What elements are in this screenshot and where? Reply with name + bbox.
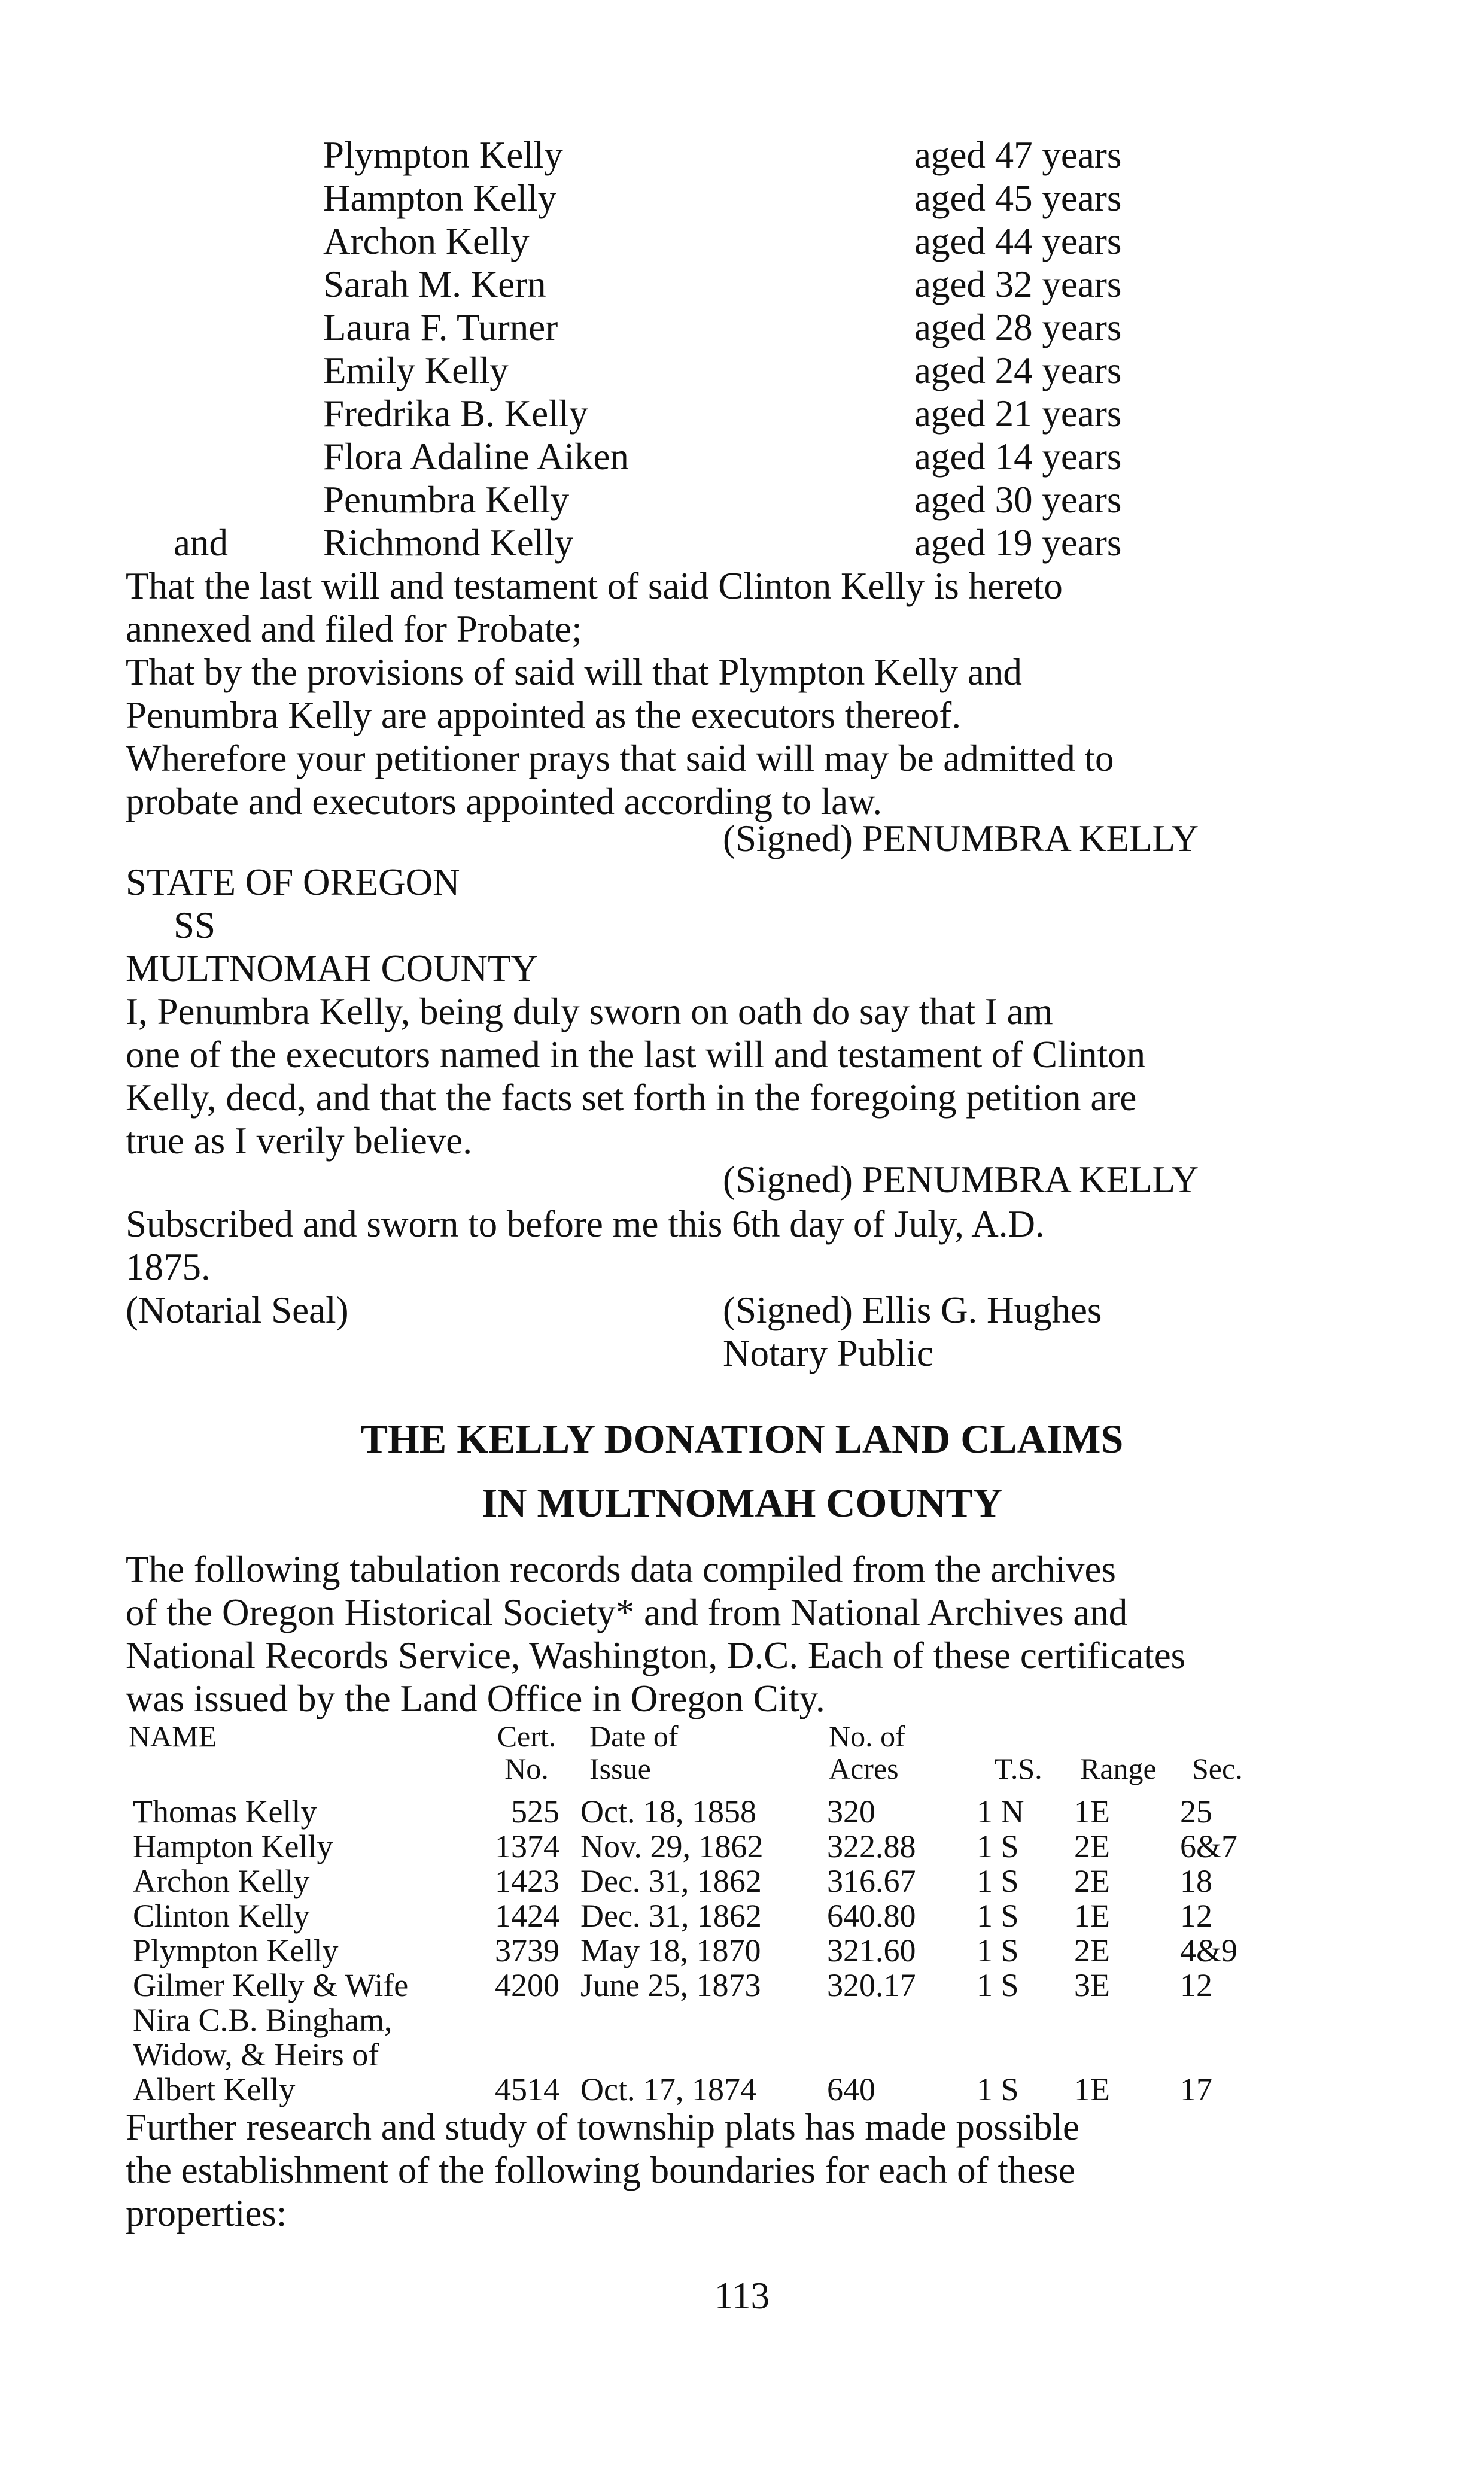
heir-age: aged 44 years xyxy=(914,220,1122,262)
heir-name: Flora Adaline Aiken xyxy=(323,436,629,478)
subscribed-paragraph: Subscribed and sworn to before me this 6th day of July, A.D. 1875. xyxy=(126,1203,1045,1288)
section-heading-line1: THE KELLY DONATION LAND CLAIMS xyxy=(360,1416,1124,1462)
cell-ts: 1 S xyxy=(977,1898,1019,1934)
col-header-range: Range xyxy=(1080,1752,1157,1785)
oath-paragraph: I, Penumbra Kelly, being duly sworn on oath do say that I am one of the executors named in the last will and testament of Clinton Kelly, decd, and that the facts set forth in the foregoing petition are true as I verily believe. xyxy=(126,991,1146,1162)
cell-cert: 4514 xyxy=(495,2071,559,2107)
heir-age: aged 45 years xyxy=(914,177,1122,219)
heir-name: Emily Kelly xyxy=(323,350,509,391)
cell-ts: 1 N xyxy=(977,1794,1024,1830)
cell-cert: 4200 xyxy=(495,1967,559,2003)
cell-cert: 1374 xyxy=(495,1828,559,1864)
section-heading-line2: IN MULTNOMAH COUNTY xyxy=(481,1480,1003,1526)
cell-name: Nira C.B. Bingham, xyxy=(133,2002,393,2038)
cell-acres: 640.80 xyxy=(827,1898,916,1934)
cell-acres: 320.17 xyxy=(827,1967,916,2003)
table-row xyxy=(0,1898,1484,1933)
cell-name: Hampton Kelly xyxy=(133,1828,333,1864)
cell-range: 3E xyxy=(1074,1967,1110,2003)
col-header-ts: T.S. xyxy=(995,1752,1042,1785)
will-annexed-paragraph: That the last will and testament of said Clinton Kelly is hereto annexed and filed for Probate; xyxy=(126,565,1063,650)
cell-name: Widow, & Heirs of xyxy=(133,2037,379,2073)
cell-acres: 640 xyxy=(827,2071,875,2107)
cell-ts: 1 S xyxy=(977,1933,1019,1968)
table-row xyxy=(0,1829,1484,1864)
cell-date: Dec. 31, 1862 xyxy=(580,1863,762,1899)
cell-sec: 17 xyxy=(1180,2071,1212,2107)
cell-cert: 1423 xyxy=(495,1863,559,1899)
cell-cert: 1424 xyxy=(495,1898,559,1934)
cell-sec: 6&7 xyxy=(1180,1828,1238,1864)
cell-ts: 1 S xyxy=(977,1863,1019,1899)
cell-range: 1E xyxy=(1074,1898,1110,1934)
notary-title: Notary Public xyxy=(723,1332,933,1374)
cell-date: Nov. 29, 1862 xyxy=(580,1828,764,1864)
table-row xyxy=(0,2072,1484,2107)
cell-range: 2E xyxy=(1074,1828,1110,1864)
page-number: 113 xyxy=(714,2275,770,2317)
table-row xyxy=(0,1864,1484,1898)
executors-paragraph: That by the provisions of said will that Plympton Kelly and Penumbra Kelly are appointed as the executors thereof. xyxy=(126,651,1022,736)
heir-age: aged 47 years xyxy=(914,134,1122,176)
heir-name: Archon Kelly xyxy=(323,220,530,262)
notarial-seal: (Notarial Seal) xyxy=(126,1289,349,1331)
cell-ts: 1 S xyxy=(977,1828,1019,1864)
heir-age: aged 28 years xyxy=(914,306,1122,348)
cell-range: 1E xyxy=(1074,2071,1110,2107)
heir-age: aged 24 years xyxy=(914,350,1122,391)
cell-sec: 12 xyxy=(1180,1967,1212,2003)
cell-acres: 316.67 xyxy=(827,1863,916,1899)
table-row xyxy=(0,1933,1484,1968)
heir-prefix: and xyxy=(174,522,228,564)
cell-ts: 1 S xyxy=(977,1967,1019,2003)
heir-name: Fredrika B. Kelly xyxy=(323,393,588,435)
heir-age: aged 19 years xyxy=(914,522,1122,564)
cell-range: 1E xyxy=(1074,1794,1110,1830)
closing-paragraph: Further research and study of township plats has made possible the establishment of the following boundaries for each of these properties: xyxy=(126,2106,1079,2234)
heir-age: aged 21 years xyxy=(914,393,1122,435)
col-header-acres: No. of Acres xyxy=(829,1719,905,1785)
cell-date: Oct. 17, 1874 xyxy=(580,2071,756,2107)
cell-cert: 525 xyxy=(511,1794,559,1830)
heir-name: Hampton Kelly xyxy=(323,177,557,219)
heir-name: Penumbra Kelly xyxy=(323,479,570,521)
cell-acres: 321.60 xyxy=(827,1933,916,1968)
wherefore-paragraph: Wherefore your petitioner prays that said will may be admitted to probate and executors appointed according to law. xyxy=(126,737,1114,822)
cell-sec: 25 xyxy=(1180,1794,1212,1830)
col-header-cert: Cert. No. xyxy=(497,1719,556,1785)
cell-name: Plympton Kelly xyxy=(133,1933,339,1968)
table-row xyxy=(0,2003,1484,2037)
cell-sec: 12 xyxy=(1180,1898,1212,1934)
heir-age: aged 32 years xyxy=(914,263,1122,305)
cell-name: Archon Kelly xyxy=(133,1863,310,1899)
cell-name: Thomas Kelly xyxy=(133,1794,317,1830)
col-header-sec: Sec. xyxy=(1192,1752,1243,1785)
cell-date: June 25, 1873 xyxy=(580,1967,761,2003)
heir-name: Richmond Kelly xyxy=(323,522,574,564)
petition-signature: (Signed) PENUMBRA KELLY xyxy=(723,818,1199,859)
venue-ss: SS xyxy=(174,904,216,946)
cell-cert: 3739 xyxy=(495,1933,559,1968)
heir-name: Plympton Kelly xyxy=(323,134,563,176)
heir-name: Laura F. Turner xyxy=(323,306,558,348)
notary-signature: (Signed) Ellis G. Hughes xyxy=(723,1289,1102,1331)
cell-name: Gilmer Kelly & Wife xyxy=(133,1967,409,2003)
col-header-name: NAME xyxy=(129,1719,217,1753)
cell-acres: 322.88 xyxy=(827,1828,916,1864)
table-row xyxy=(0,1968,1484,2003)
cell-date: May 18, 1870 xyxy=(580,1933,761,1968)
affidavit-signature: (Signed) PENUMBRA KELLY xyxy=(723,1159,1199,1201)
cell-acres: 320 xyxy=(827,1794,875,1830)
cell-date: Dec. 31, 1862 xyxy=(580,1898,762,1934)
venue-state: STATE OF OREGON xyxy=(126,861,460,903)
cell-name: Albert Kelly xyxy=(133,2071,296,2107)
cell-sec: 18 xyxy=(1180,1863,1212,1899)
cell-range: 2E xyxy=(1074,1863,1110,1899)
cell-range: 2E xyxy=(1074,1933,1110,1968)
heir-age: aged 14 years xyxy=(914,436,1122,478)
intro-paragraph: The following tabulation records data compiled from the archives of the Oregon Historical Society* and from National Archives and National Records Service, Washington, D.C. Each of these certificates was issued by the Land Office in Oregon City. xyxy=(126,1548,1186,1719)
heir-name: Sarah M. Kern xyxy=(323,263,546,305)
cell-date: Oct. 18, 1858 xyxy=(580,1794,756,1830)
table-row xyxy=(0,2037,1484,2072)
cell-ts: 1 S xyxy=(977,2071,1019,2107)
col-header-date: Date of Issue xyxy=(589,1719,679,1785)
cell-name: Clinton Kelly xyxy=(133,1898,310,1934)
table-row xyxy=(0,1794,1484,1829)
venue-county: MULTNOMAH COUNTY xyxy=(126,947,538,989)
heir-age: aged 30 years xyxy=(914,479,1122,521)
cell-sec: 4&9 xyxy=(1180,1933,1238,1968)
